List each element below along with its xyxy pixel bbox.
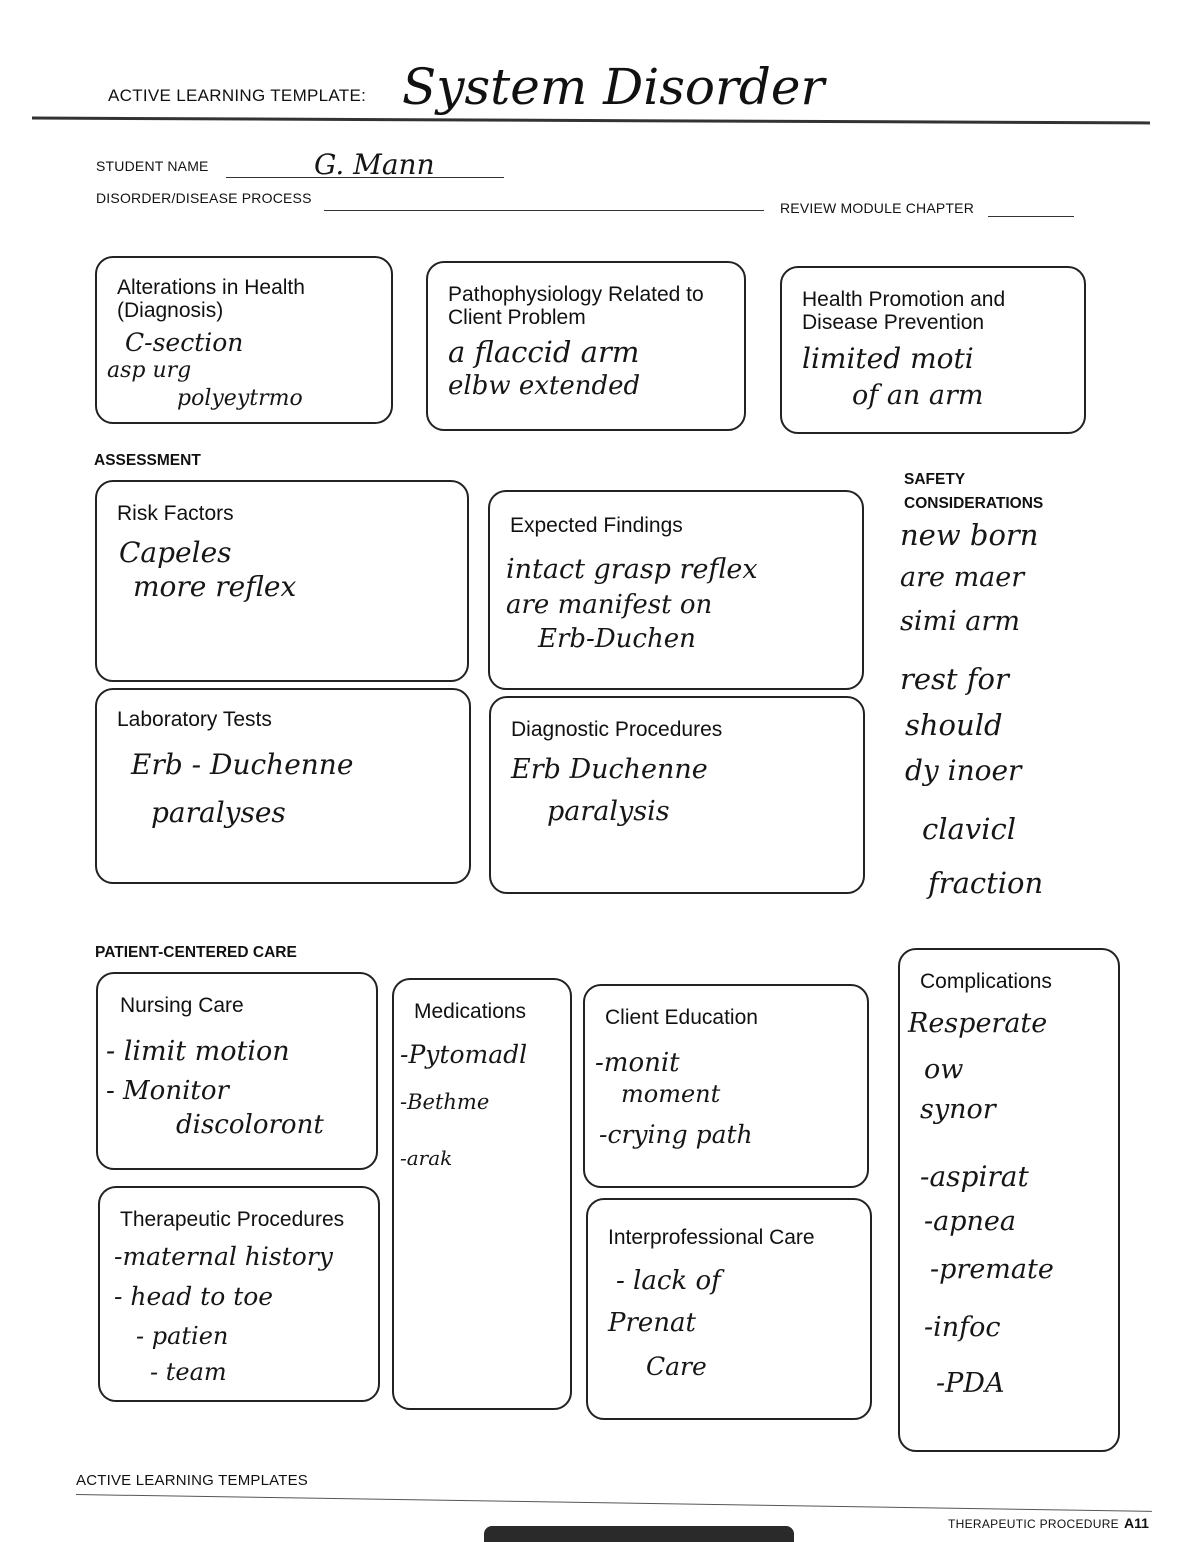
footer-rule [76,1494,1152,1512]
chapter-field[interactable] [988,215,1074,217]
complications-box [898,948,1120,1452]
expected-findings-line-1: intact grasp reflex [506,554,758,585]
complications-line-3: synor [920,1094,996,1125]
health-promotion-line-2: of an arm [852,380,984,411]
interprofessional-care-box [586,1198,872,1420]
footer-left: ACTIVE LEARNING TEMPLATES [76,1472,308,1489]
health-promotion-title: Health Promotion and Disease Prevention [802,288,1006,334]
scan-shadow [484,1526,794,1542]
risk-factors-line-2: more reflex [133,570,297,603]
header-rule [32,117,1150,125]
page-title: System Disorder [402,58,825,116]
risk-factors-title: Risk Factors [117,502,234,525]
health-promotion-box [780,266,1086,434]
complications-line-4: -aspirat [920,1160,1029,1193]
expected-findings-title: Expected Findings [510,514,683,537]
therapeutic-procedures-line-2: - head to toe [114,1282,274,1311]
medications-line-3: -arak [400,1146,453,1170]
nursing-care-title: Nursing Care [120,994,244,1017]
patient-centered-heading: PATIENT-CENTERED CARE [95,944,297,961]
diagnostic-procedures-line-2: paralysis [547,796,670,827]
client-education-box [583,984,869,1188]
client-education-line-1: -monit [595,1048,680,1078]
alterations-line-2: asp urg [107,358,192,383]
expected-findings-line-2: are manifest on [506,590,713,620]
medications-line-2: -Bethme [400,1090,490,1114]
safety-heading: SAFETY CONSIDERATIONS [904,471,1044,512]
student-name-label: STUDENT NAME [96,158,209,174]
therapeutic-procedures-line-3: - patien [136,1322,229,1350]
client-education-line-3: -crying path [599,1120,753,1149]
risk-factors-box [95,480,469,682]
interprofessional-care-line-3: Care [646,1352,707,1381]
safety-line-4: rest for [900,662,1009,696]
expected-findings-line-3: Erb-Duchen [538,624,696,654]
nursing-care-line-3: discoloront [176,1110,324,1140]
laboratory-tests-box [95,688,471,884]
student-name-value[interactable]: G. Mann [314,148,435,181]
client-education-title: Client Education [605,1006,758,1029]
pathophysiology-line-1: a flaccid arm [448,335,640,369]
complications-line-2: ow [924,1054,964,1085]
expected-findings-box [488,490,864,690]
pathophysiology-box [426,261,746,431]
assessment-heading: ASSESSMENT [94,452,201,469]
complications-title: Complications [920,970,1052,993]
risk-factors-line-1: Capeles [119,536,232,569]
therapeutic-procedures-title: Therapeutic Procedures [120,1208,345,1231]
interprofessional-care-line-2: Prenat [608,1308,697,1338]
nursing-care-line-1: - limit motion [106,1036,290,1067]
therapeutic-procedures-line-4: - team [150,1358,227,1386]
alterations-line-3: polyeytrmo [177,386,303,411]
medications-box [392,978,572,1410]
safety-line-8: fraction [928,866,1044,900]
diagnostic-procedures-line-1: Erb Duchenne [511,754,708,785]
safety-line-5: should [905,708,1003,742]
complications-line-8: -PDA [936,1368,1005,1399]
template-label: ACTIVE LEARNING TEMPLATE: [108,86,367,105]
interprofessional-care-line-1: - lack of [616,1266,721,1296]
disorder-label: DISORDER/DISEASE PROCESS [96,190,312,206]
safety-line-2: are maer [900,562,1025,593]
complications-line-6: -premate [930,1254,1054,1285]
page-number: A11 [1124,1515,1149,1531]
complications-line-7: -infoc [924,1312,1001,1343]
alterations-line-1: C-section [125,328,244,357]
disorder-field[interactable] [324,209,764,211]
therapeutic-procedures-line-1: -maternal history [114,1242,333,1271]
safety-line-7: clavicl [922,812,1016,846]
health-promotion-line-1: limited moti [802,342,974,375]
safety-line-3: simi arm [900,606,1020,637]
therapeutic-procedures-box [98,1186,380,1402]
diagnostic-procedures-title: Diagnostic Procedures [511,718,723,741]
complications-line-5: -apnea [924,1206,1016,1237]
pathophysiology-line-2: elbw extended [448,371,641,401]
laboratory-tests-line-2: paralyses [151,796,286,829]
medications-title: Medications [414,1000,527,1023]
safety-line-1: new born [900,518,1039,552]
alterations-title: Alterations in Health (Diagnosis) [117,276,305,322]
diagnostic-procedures-box [489,696,865,894]
footer-section: THERAPEUTIC PROCEDURE [948,1517,1119,1531]
laboratory-tests-line-1: Erb - Duchenne [131,748,354,781]
laboratory-tests-title: Laboratory Tests [117,708,272,731]
interprofessional-care-title: Interprofessional Care [608,1226,815,1249]
pathophysiology-title: Pathophysiology Related to Client Problem [448,283,704,329]
alterations-box [95,256,393,424]
complications-line-1: Resperate [908,1008,1048,1039]
nursing-care-line-2: - Monitor [106,1076,229,1106]
client-education-line-2: moment [621,1080,721,1108]
safety-line-6: dy inoer [905,754,1022,787]
chapter-label: REVIEW MODULE CHAPTER [780,200,974,216]
medications-line-1: -Pytomadl [400,1040,528,1069]
nursing-care-box [96,972,378,1170]
